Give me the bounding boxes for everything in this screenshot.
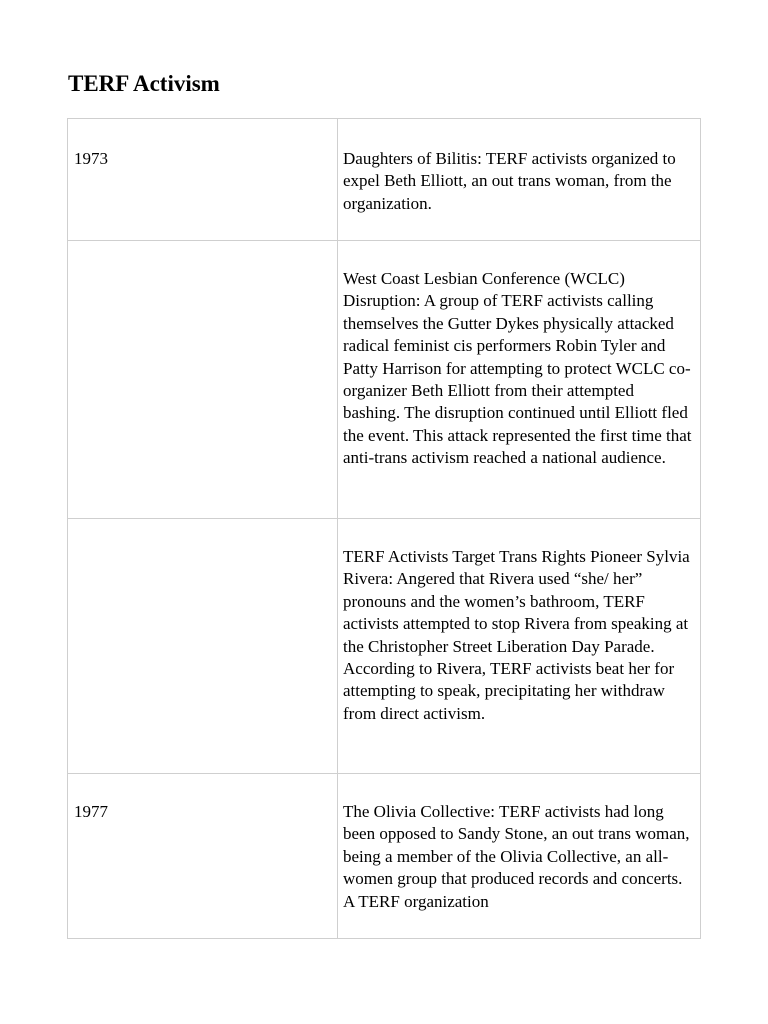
- year-text: 1977: [74, 802, 108, 821]
- year-cell: [68, 774, 338, 939]
- year-text: [68, 519, 337, 546]
- table-row: [68, 519, 701, 774]
- event-text: Daughters of Bilitis: TERF activists organized to expel Beth Elliott, an out trans woman, from the organization.: [343, 149, 676, 213]
- document-title: TERF Activism: [68, 71, 220, 96]
- year-cell: [68, 241, 338, 519]
- table-row: [68, 241, 701, 519]
- table-row: [68, 774, 701, 939]
- event-text: West Coast Lesbian Conference (WCLC) Disruption: A group of TERF activists calling themselves the Gutter Dykes physically attacked radical feminist cis performers Robin Tyler and Patty Harrison for attempting to protect WCLC co-organizer Beth Elliott from their attempted bashing. The disruption continued until Elliott fled the event. This attack represented the first time that anti-trans activism reached a national audience.: [343, 269, 692, 468]
- table-row: [68, 119, 701, 241]
- event-cell: [338, 774, 701, 939]
- year-cell: [68, 119, 338, 241]
- year-cell: [68, 519, 338, 774]
- event-cell: [338, 241, 701, 519]
- event-cell: [338, 519, 701, 774]
- timeline-table: [67, 118, 701, 939]
- event-text: TERF Activists Target Trans Rights Pioneer Sylvia Rivera: Angered that Rivera used “she/ her” pronouns and the women’s bathroom, TERF activists attempted to stop Rivera from speaking at the Christopher Street Liberation Day Parade. According to Rivera, TERF activists beat her for attempting to speak, precipitating her withdraw from direct activism.: [343, 547, 690, 723]
- year-text: [68, 241, 337, 268]
- event-text: The Olivia Collective: TERF activists had long been opposed to Sandy Stone, an out trans woman, being a member of the Olivia Collective, an all-women group that produced records and concerts. A TERF organization: [343, 802, 690, 911]
- year-text: 1973: [74, 149, 108, 168]
- event-cell: [338, 119, 701, 241]
